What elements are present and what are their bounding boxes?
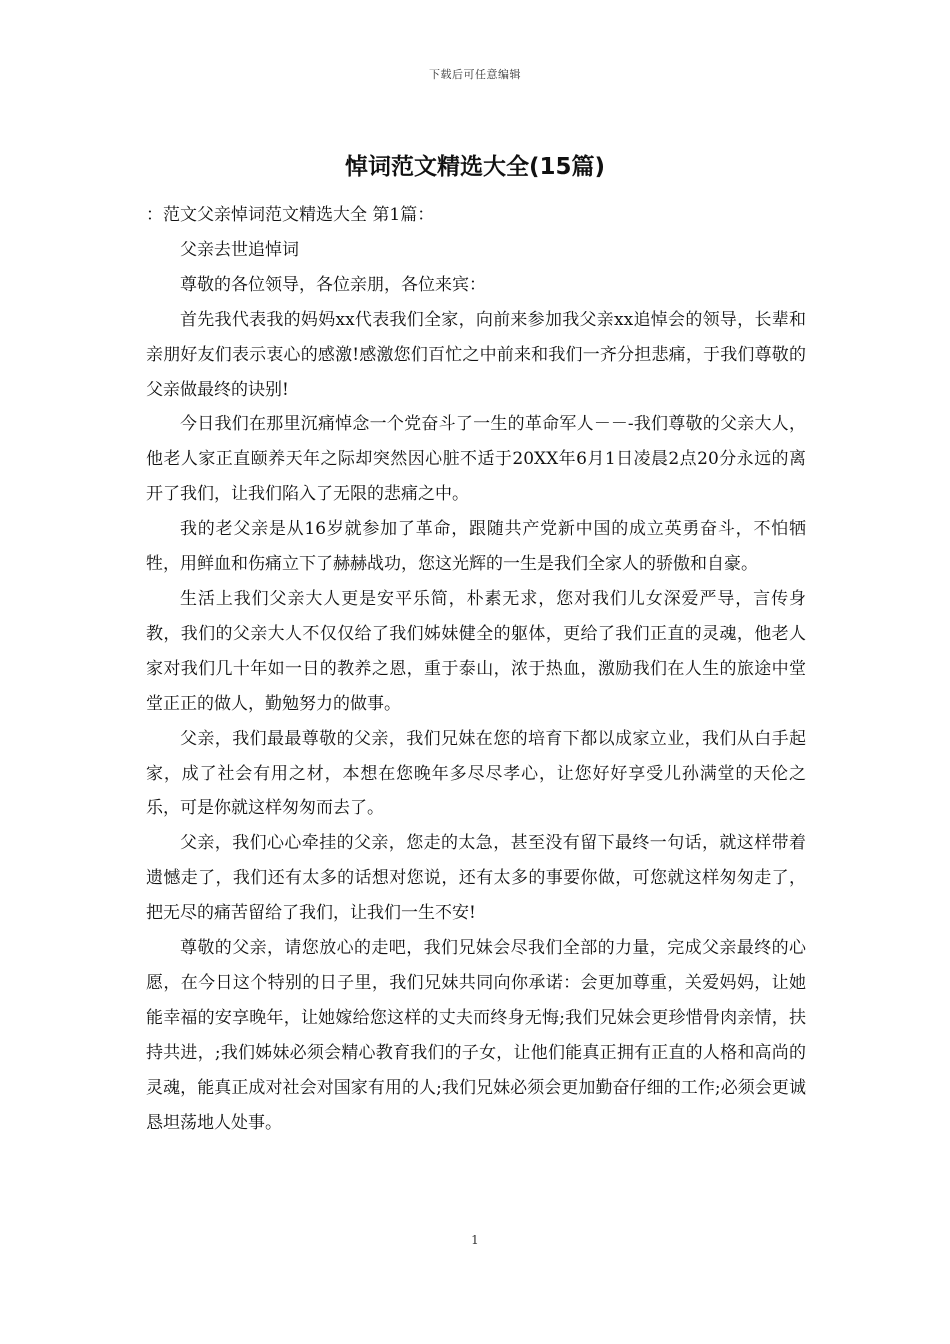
document-title: 悼词范文精选大全(15篇) <box>344 154 606 180</box>
paragraph: 父亲去世追悼词 <box>180 239 299 260</box>
section-heading: ：范文父亲悼词范文精选大全 第1篇： <box>146 205 435 225</box>
paragraph: 尊敬的各位领导，各位亲朋，各位来宾： <box>180 274 486 295</box>
paragraph: 父亲，我们心心牵挂的父亲，您走的太急，甚至没有留下最终一句话，就这样带着遗憾走了，我们还有太多的话想对您说，还有太多的事要你做，可您就这样匆匆走了，把无尽的痛苦留给了我们，让我们一生不安! <box>146 833 806 924</box>
paragraph: 生活上我们父亲大人更是安平乐简，朴素无求，您对我们儿女深爱严导，言传身教，我们的父亲大人不仅仅给了我们姊妹健全的躯体，更给了我们正直的灵魂，他老人家对我们几十年如一日的教养之恩，重于泰山，浓于热血，激励我们在人生的旅途中堂堂正正的做人，勤勉努力的做事。 <box>146 588 806 714</box>
header-note: 下载后可任意编辑 <box>429 68 521 81</box>
paragraph: 父亲，我们最最尊敬的父亲，我们兄妹在您的培育下都以成家立业，我们从白手起家，成了社会有用之材，本想在您晚年多尽尽孝心，让您好好享受儿孙满堂的天伦之乐，可是你就这样匆匆而去了。 <box>146 728 806 819</box>
document-body <box>146 198 806 1140</box>
paragraph: 首先我代表我的妈妈xx代表我们全家，向前来参加我父亲xx追悼会的领导，长辈和亲朋好友们表示衷心的感激!感激您们百忙之中前来和我们一齐分担悲痛，于我们尊敬的父亲做最终的诀别! <box>146 309 806 400</box>
paragraph: 尊敬的父亲，请您放心的走吧，我们兄妹会尽我们全部的力量，完成父亲最终的心愿，在今日这个特别的日子里，我们兄妹共同向你承诺：会更加尊重，关爱妈妈，让她能幸福的安享晚年，让她嫁给您这样的丈夫而终身无悔;我们兄妹会更珍惜骨肉亲情，扶持共进，;我们姊妹必须会精心教育我们的子女，让他们能真正拥有正直的人格和高尚的灵魂，能真正成对社会对国家有用的人;我们兄妹必须会更加勤奋仔细的工作;必须会更诚恳坦荡地人处事。 <box>146 938 806 1133</box>
paragraph: 我的老父亲是从16岁就参加了革命，跟随共产党新中国的成立英勇奋斗，不怕牺牲，用鲜血和伤痛立下了赫赫战功，您这光辉的一生是我们全家人的骄傲和自豪。 <box>146 519 806 575</box>
paragraph: 今日我们在那里沉痛悼念一个党奋斗了一生的革命军人－－-我们尊敬的父亲大人，他老人家正直颐养天年之际却突然因心脏不适于20XX年6月1日凌晨2点20分永远的离开了我们，让我们陷入了无限的悲痛之中。 <box>146 414 806 505</box>
page-number: 1 <box>471 1233 479 1247</box>
